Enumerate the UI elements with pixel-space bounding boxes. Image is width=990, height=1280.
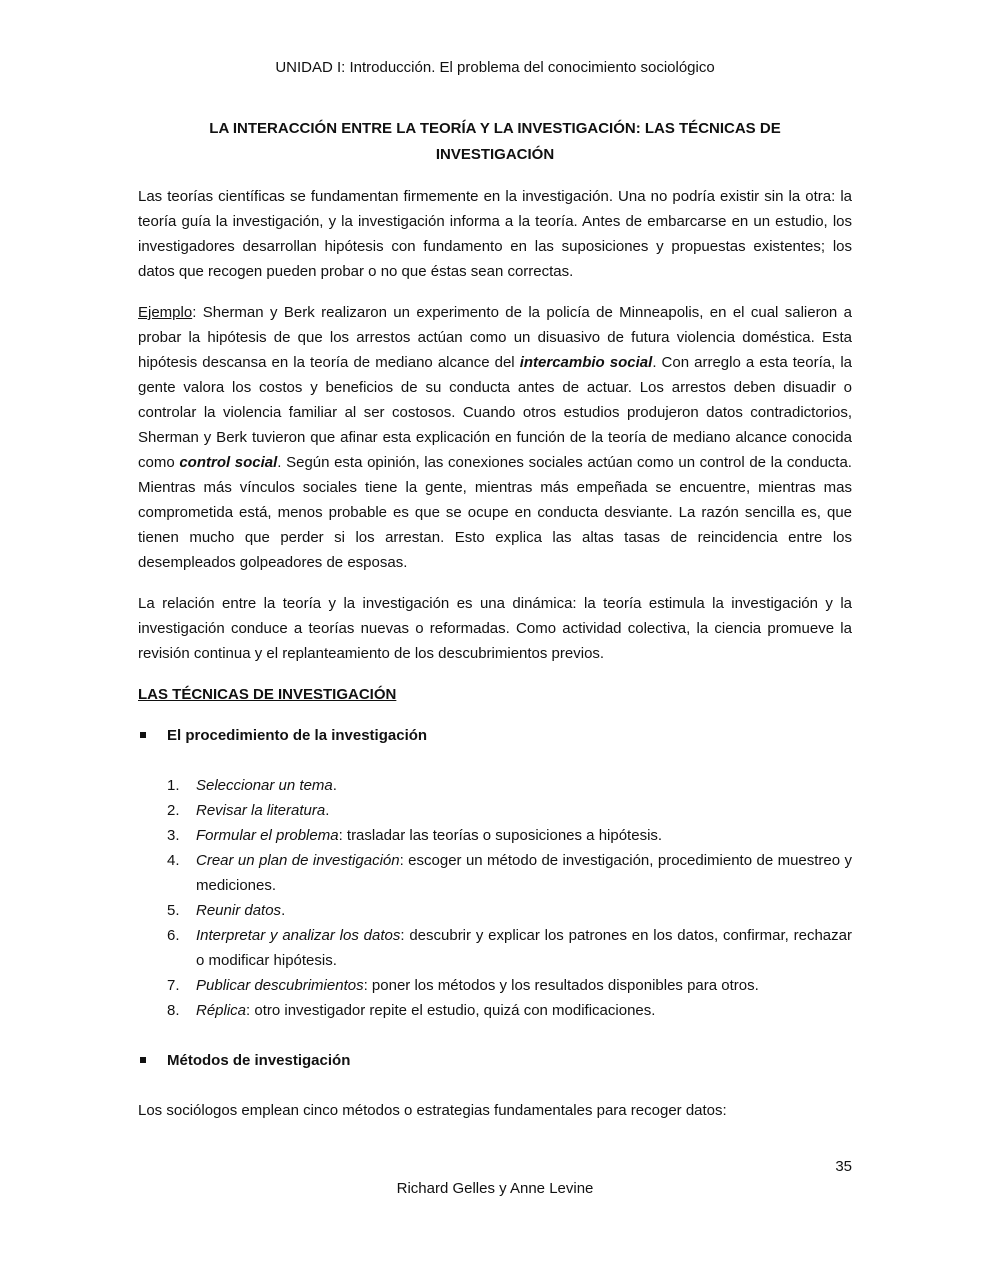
term-intercambio-social: intercambio social (519, 354, 653, 371)
example-text-1: Sherman y Berk realizaron un experimento de la policía de Minneapolis, en el cual salieron a probar la hipótesis de que los arrestos actúan como un disuasivo de futura violencia doméstica. Esta hipótesis descansa en la teoría de mediano alcance del (138, 304, 852, 371)
step-term: Revisar la literatura (196, 802, 326, 819)
bullet-procedimiento (138, 723, 852, 748)
step-number: 8. (167, 1002, 180, 1019)
list-item (138, 773, 852, 798)
bullet-metodos (138, 1048, 852, 1073)
step-term: Reunir datos (196, 902, 282, 919)
running-footer: Richard Gelles y Anne Levine (396, 1180, 594, 1197)
step-text: . (281, 902, 286, 919)
step-text: : trasladar las teorías o suposiciones a hipótesis. (338, 827, 663, 844)
step-number: 6. (167, 927, 180, 944)
step-number: 4. (167, 852, 180, 869)
step-number: 2. (167, 802, 180, 819)
step-text: : poner los métodos y los resultados disponibles para otros. (363, 977, 759, 994)
bullet-square-icon (140, 1057, 146, 1063)
step-number: 3. (167, 827, 180, 844)
step-number: 7. (167, 977, 180, 994)
list-item (138, 798, 852, 823)
step-term: Interpretar y analizar los datos (196, 927, 401, 944)
step-text: : otro investigador repite el estudio, quizá con modificaciones. (246, 1002, 656, 1019)
steps-list (138, 773, 852, 1023)
step-term: Réplica (196, 1002, 247, 1019)
list-item (138, 848, 852, 898)
list-item (138, 923, 852, 973)
step-term: Formular el problema (196, 827, 339, 844)
intro-paragraph: Las teorías científicas se fundamentan firmemente en la investigación. Una no podría existir sin la otra: la teoría guía la investigación, y la investigación informa a la teoría. Antes de embarcarse en un estudio, los investigadores desarrollan hipótesis con fundamento en las suposiciones y propuestas existentes; los datos que recogen pueden probar o no que éstas sean correctas. (138, 188, 852, 280)
example-paragraph (138, 300, 852, 575)
step-number: 5. (167, 902, 180, 919)
relation-paragraph: La relación entre la teoría y la investigación es una dinámica: la teoría estimula la investigación y la investigación conduce a teorías nuevas o reformadas. Como actividad colectiva, la ciencia promueve la revisión continua y el replanteamiento de los descubrimientos previos. (138, 595, 852, 662)
list-item (138, 898, 852, 923)
step-term: Crear un plan de investigación (196, 852, 400, 869)
bullet-square-icon (140, 732, 146, 738)
step-term: Publicar descubrimientos (196, 977, 364, 994)
example-text-3: . Según esta opinión, las conexiones sociales actúan como un control de la conducta. Mientras más vínculos sociales tiene la gente, mientras más empeñada se encuentre, mientras mas comprometida está, menos probable es que se ocupe en conducta desviante. La razón sencilla es, que tienen mucho que perder si los arrestan. Esto explica las altas tasas de reincidencia entre los desempleados golpeadores de esposas. (138, 454, 852, 571)
step-text: : descubrir y explicar los patrones en los datos, confirmar, rechazar o modificar hipótesis. (196, 927, 852, 969)
methods-intro-paragraph: Los sociólogos emplean cinco métodos o estrategias fundamentales para recoger datos: (138, 1102, 727, 1119)
step-text: . (325, 802, 330, 819)
step-term: Seleccionar un tema (196, 777, 333, 794)
example-colon: : (192, 304, 203, 321)
section-heading: LAS TÉCNICAS DE INVESTIGACIÓN (138, 686, 397, 703)
list-item (138, 998, 852, 1023)
running-header: UNIDAD I: Introducción. El problema del conocimiento sociológico (275, 59, 715, 76)
example-label: Ejemplo (138, 304, 193, 321)
example-text-2: . Con arreglo a esta teoría, la gente valora los costos y beneficios de su conducta antes de actuar. Los arrestos deben disuadir o controlar la violencia familiar al ser costosos. Cuando otros estudios produjeron datos contradictorios, Sherman y Berk tuvieron que afinar esta explicación en función de la teoría de mediano alcance conocida como (138, 354, 852, 471)
page-number: 35 (835, 1158, 852, 1175)
step-number: 1. (167, 777, 180, 794)
list-item (138, 823, 852, 848)
step-text: : escoger un método de investigación, procedimiento de muestreo y mediciones. (196, 852, 853, 894)
term-control-social: control social (179, 454, 278, 471)
page-title: LA INTERACCIÓN ENTRE LA TEORÍA Y LA INVESTIGACIÓN: LAS TÉCNICAS DE INVESTIGACIÓN (209, 120, 781, 163)
list-item (138, 973, 852, 998)
bullet-label: El procedimiento de la investigación (167, 727, 428, 744)
step-text: . (332, 777, 337, 794)
body-content (138, 184, 852, 1139)
bullet-label: Métodos de investigación (167, 1052, 351, 1069)
